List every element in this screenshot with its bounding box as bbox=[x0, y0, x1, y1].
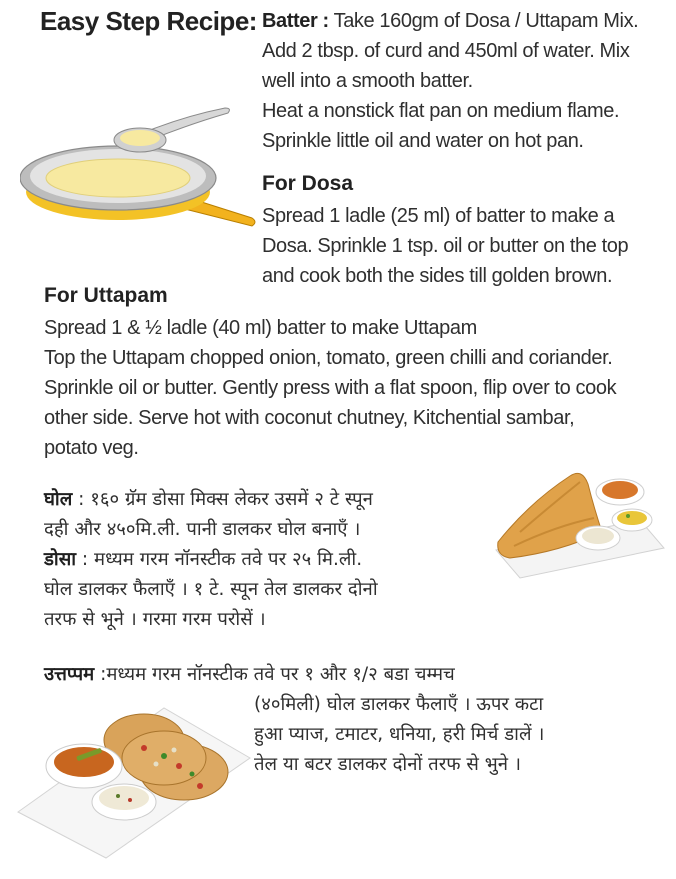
uttapam-line-5: potato veg. bbox=[44, 437, 139, 459]
hindi-uttapam-line-3: हुआ प्याज, टमाटर, धनिया, हरी मिर्च डालें । bbox=[254, 724, 545, 745]
dosa-line-2: Dosa. Sprinkle 1 tsp. oil or butter on the top bbox=[262, 235, 629, 257]
dosa-plate-icon bbox=[490, 462, 666, 580]
hindi-dosa-line-3: तरफ से भूने । गरमा गरम परोसें । bbox=[44, 609, 266, 630]
hindi-uttapam-line-2: (४०मिली) घोल डालकर फैलाएँ । ऊपर कटा bbox=[254, 694, 544, 715]
hindi-uttapam-line-4: तेल या बटर डालकर दोनों तरफ से भुने । bbox=[254, 754, 521, 775]
dosa-heading: For Dosa bbox=[262, 172, 354, 195]
dosa-line-3: and cook both the sides till golden brown. bbox=[262, 265, 613, 287]
uttapam-line-3: Sprinkle oil or butter. Gently press with a flat spoon, flip over to cook bbox=[44, 377, 617, 399]
dosa-instructions bbox=[262, 201, 628, 291]
hindi-uttapam-label: उत्तप्पम bbox=[44, 664, 95, 685]
pan-illustration bbox=[20, 100, 260, 235]
batter-line-2: Add 2 tbsp. of curd and 450ml of water. Mix bbox=[262, 40, 630, 62]
hindi-ghol-text-1: : १६० ग्रॅम डोसा मिक्स लेकर उसमें २ टे स्पून bbox=[78, 489, 373, 510]
hindi-uttapam-text-1: :मध्यम गरम नॉनस्टीक तवे पर १ और १/२ बडा चम्मच bbox=[100, 664, 455, 685]
batter-instructions bbox=[262, 6, 672, 156]
hindi-ghol-dosa-instructions bbox=[44, 485, 378, 635]
hindi-uttapam-instructions bbox=[254, 690, 544, 780]
uttapam-line-2: Top the Uttapam chopped onion, tomato, green chilli and coriander. bbox=[44, 347, 613, 369]
page-title: Easy Step Recipe: bbox=[40, 6, 257, 36]
dosa-line-1: Spread 1 ladle (25 ml) of batter to make a bbox=[262, 205, 615, 227]
uttapam-instructions bbox=[44, 313, 616, 463]
batter-line-3: well into a smooth batter. bbox=[262, 70, 473, 92]
hindi-uttapam-line-1 bbox=[44, 660, 455, 690]
batter-line-1 bbox=[262, 6, 672, 36]
hindi-dosa-label: डोसा bbox=[44, 549, 76, 570]
hindi-ghol-line-2: दही और ४५०मि.ली. पानी डालकर घोल बनाएँ । bbox=[44, 519, 361, 540]
uttapam-heading: For Uttapam bbox=[44, 284, 168, 307]
batter-text-1: Take 160gm of Dosa / Uttapam Mix. bbox=[333, 10, 639, 32]
uttapam-line-1: Spread 1 & ½ ladle (40 ml) batter to make Uttapam bbox=[44, 317, 477, 339]
batter-line-5: Sprinkle little oil and water on hot pan. bbox=[262, 130, 584, 152]
uttapam-line-4: other side. Serve hot with coconut chutney, Kitchential sambar, bbox=[44, 407, 575, 429]
hindi-ghol-line-1 bbox=[44, 485, 378, 515]
hindi-ghol-label: घोल bbox=[44, 489, 73, 510]
dosa-plate-image bbox=[490, 462, 666, 585]
hindi-uttapam-first-line bbox=[44, 660, 455, 690]
hindi-dosa-line-1 bbox=[44, 545, 378, 575]
batter-label: Batter : bbox=[262, 10, 329, 32]
batter-line-4: Heat a nonstick flat pan on medium flame. bbox=[262, 100, 620, 122]
uttapam-plate-image bbox=[14, 700, 254, 865]
uttapam-plate-icon bbox=[14, 700, 254, 860]
pan-with-batter-icon bbox=[20, 100, 260, 230]
hindi-dosa-text-1: : मध्यम गरम नॉनस्टीक तवे पर २५ मि.ली. bbox=[81, 549, 363, 570]
hindi-dosa-line-2: घोल डालकर फैलाएँ । १ टे. स्पून तेल डालकर दोनो bbox=[44, 579, 378, 600]
